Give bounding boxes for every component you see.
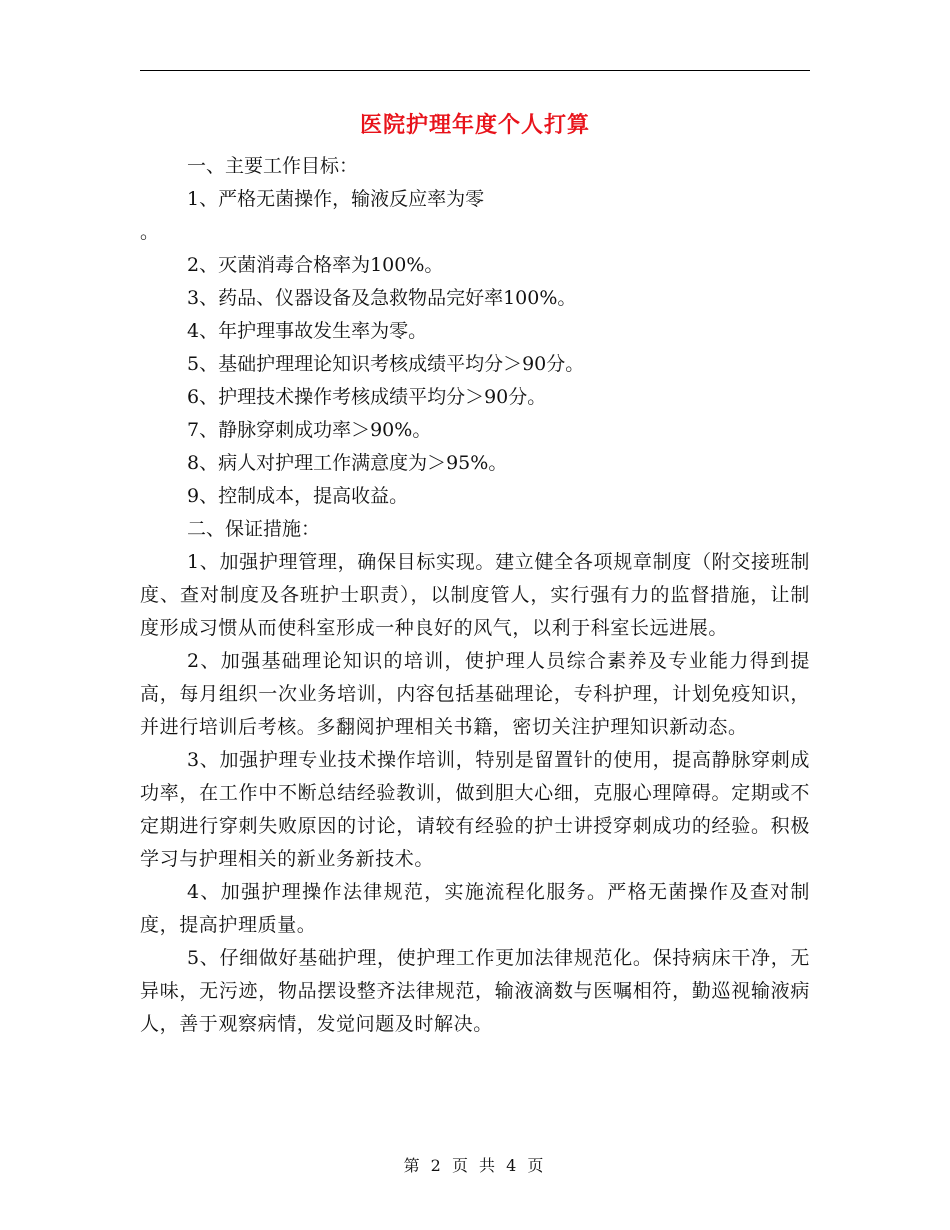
- document-body: [140, 150, 810, 1041]
- goal-item-overflow: 。: [140, 221, 160, 243]
- goal-item: 8、病人对护理工作满意度为＞95%。: [187, 452, 508, 474]
- goal-item: 2、灭菌消毒合格率为100%。: [187, 254, 444, 276]
- goal-item: 9、控制成本，提高收益。: [187, 485, 409, 507]
- measure-paragraph: 5、仔细做好基础护理，使护理工作更加法律规范化。保持病床干净，无异味，无污迹，物品摆设整齐法律规范，输液滴数与医嘱相符，勤巡视输液病人，善于观察病情，发觉问题及时解决。: [140, 947, 810, 1035]
- header-rule: [140, 70, 810, 71]
- goal-item: 5、基础护理理论知识考核成绩平均分＞90分。: [187, 353, 585, 375]
- measure-paragraph: 4、加强护理操作法律规范，实施流程化服务。严格无菌操作及查对制度，提高护理质量。: [140, 881, 810, 936]
- goal-item: 3、药品、仪器设备及急救物品完好率100%。: [187, 287, 577, 309]
- section-heading-measures: 二、保证措施：: [187, 518, 321, 540]
- page-footer: 第 2 页 共 4 页: [403, 1156, 547, 1175]
- goal-item: 7、静脉穿刺成功率＞90%。: [187, 419, 432, 441]
- goal-item: 6、护理技术操作考核成绩平均分＞90分。: [187, 386, 547, 408]
- document-title: 医院护理年度个人打算: [359, 112, 590, 138]
- goal-item: 1、严格无菌操作，输液反应率为零: [187, 188, 485, 210]
- goal-item: 4、年护理事故发生率为零。: [187, 320, 428, 342]
- measure-paragraph: 1、加强护理管理，确保目标实现。建立健全各项规章制度（附交接班制度、查对制度及各班护士职责），以制度管人，实行强有力的监督措施，让制度形成习惯从而使科室形成一种良好的风气，以利于科室长远进展。: [140, 551, 810, 639]
- section-heading-goals: 一、主要工作目标：: [187, 155, 359, 177]
- measure-paragraph: 3、加强护理专业技术操作培训，特别是留置针的使用，提高静脉穿刺成功率，在工作中不断总结经验教训，做到胆大心细，克服心理障碍。定期或不定期进行穿刺失败原因的讨论，请较有经验的护士讲授穿刺成功的经验。积极学习与护理相关的新业务新技术。: [140, 749, 810, 870]
- measure-paragraph: 2、加强基础理论知识的培训，使护理人员综合素养及专业能力得到提高，每月组织一次业务培训，内容包括基础理论，专科护理，计划免疫知识，并进行培训后考核。多翻阅护理相关书籍，密切关注护理知识新动态。: [140, 650, 810, 738]
